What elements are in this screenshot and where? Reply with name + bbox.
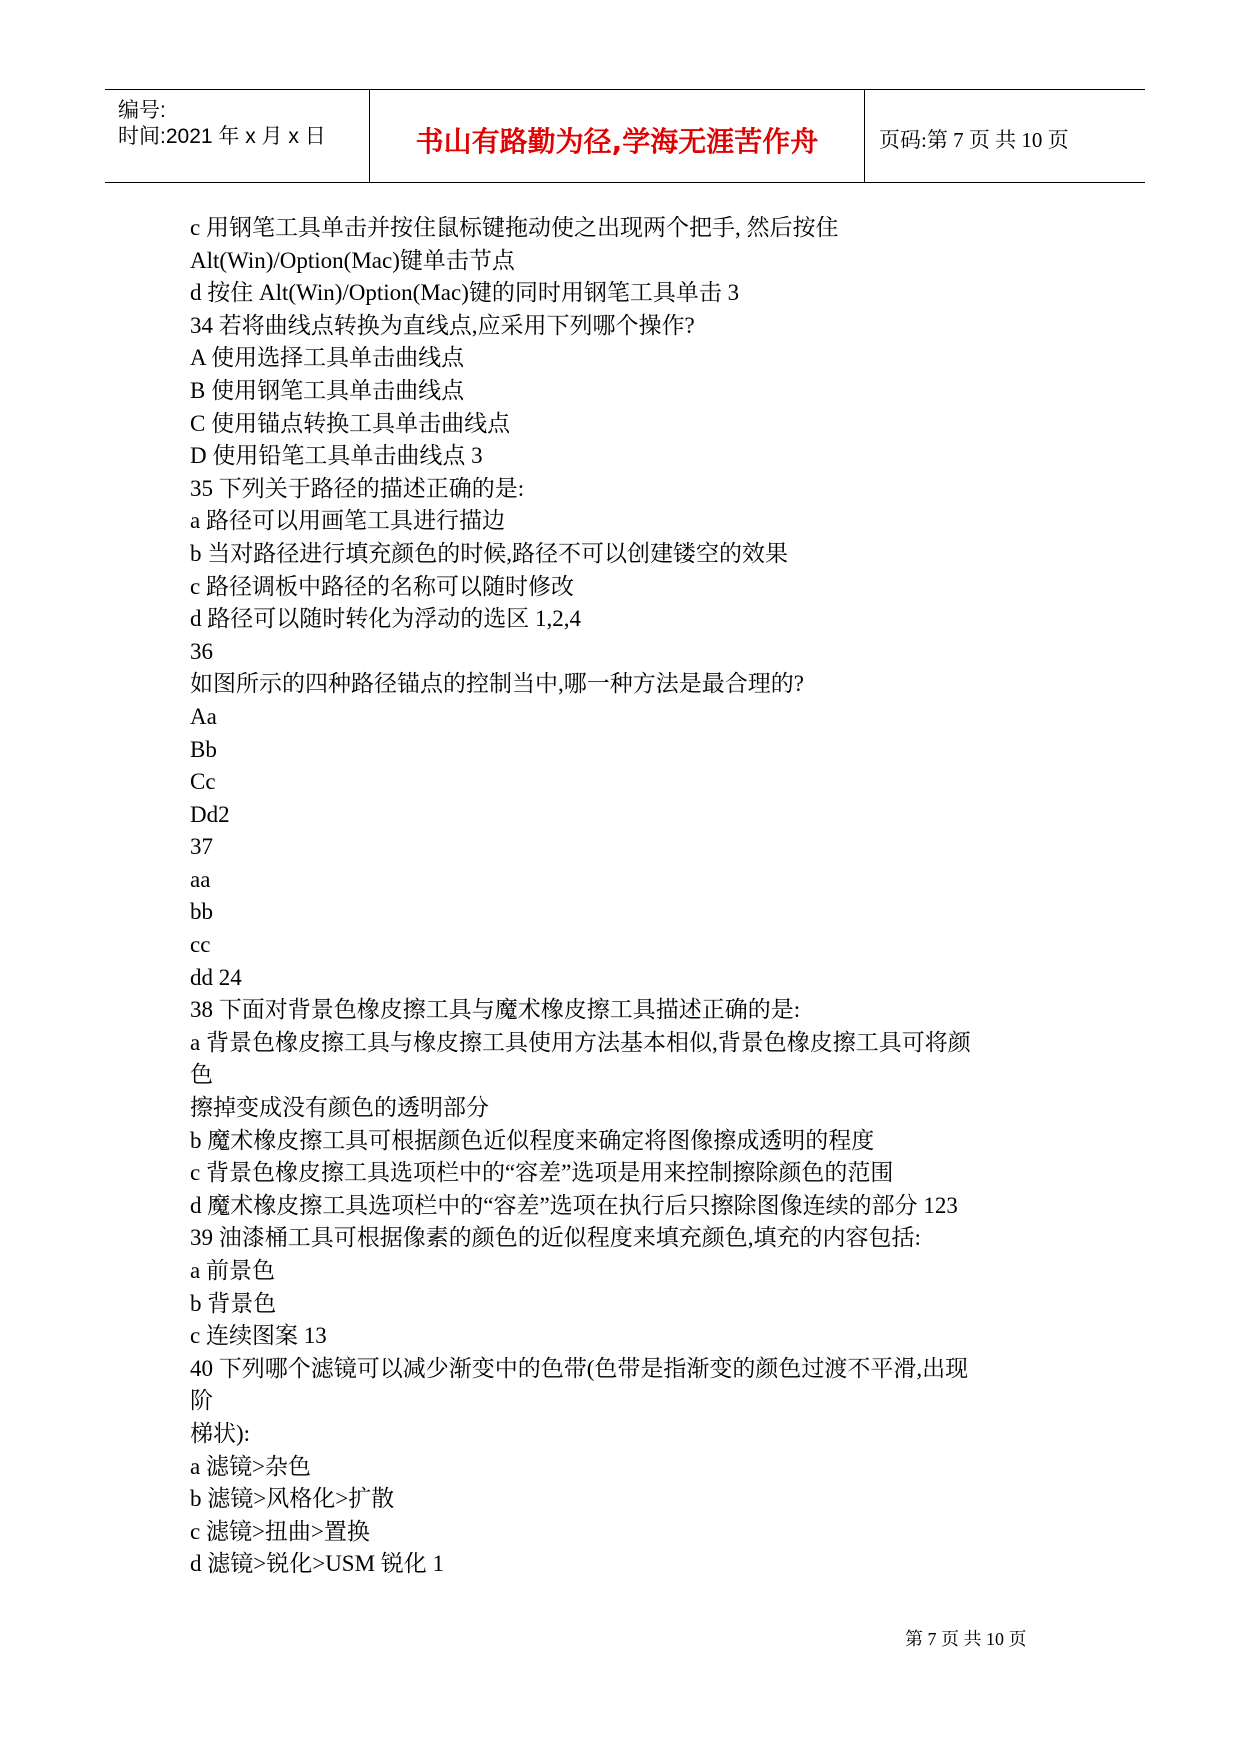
text-line: c 滤镜>扭曲>置换 bbox=[190, 1518, 370, 1544]
document-number-label: 编号: bbox=[118, 99, 166, 122]
text-line: b 当对路径进行填充颜色的时候,路径不可以创建镂空的效果 bbox=[190, 540, 788, 566]
text-line: 阶 bbox=[190, 1388, 213, 1414]
text-line: d 滤镜>锐化>USM 锐化 1 bbox=[190, 1551, 445, 1577]
text-line: Alt(Win)/Option(Mac)键单击节点 bbox=[190, 247, 515, 273]
text-line: dd 24 bbox=[190, 964, 242, 990]
text-line: a 背景色橡皮擦工具与橡皮擦工具使用方法基本相似,背景色橡皮擦工具可将颜 bbox=[190, 1029, 971, 1055]
page-header-table bbox=[105, 89, 1145, 183]
text-line: A 使用选择工具单击曲线点 bbox=[190, 345, 465, 371]
header-motto: 书山有路勤为径,学海无涯苦作舟 bbox=[415, 125, 819, 158]
text-line: 35 下列关于路径的描述正确的是: bbox=[190, 475, 525, 501]
text-line: 39 油漆桶工具可根据像素的颜色的近似程度来填充颜色,填充的内容包括: bbox=[190, 1225, 921, 1251]
text-line: 擦掉变成没有颜色的透明部分 bbox=[190, 1095, 489, 1121]
text-line: 梯状): bbox=[190, 1420, 251, 1446]
text-line: 色 bbox=[190, 1062, 213, 1088]
text-line: 38 下面对背景色橡皮擦工具与魔术橡皮擦工具描述正确的是: bbox=[190, 997, 801, 1023]
text-line: a 滤镜>杂色 bbox=[190, 1453, 311, 1479]
text-line: B 使用钢笔工具单击曲线点 bbox=[190, 377, 465, 403]
text-line: Dd2 bbox=[190, 801, 230, 827]
text-line: b 魔术橡皮擦工具可根据颜色近似程度来确定将图像擦成透明的程度 bbox=[190, 1127, 875, 1153]
header-info-cell bbox=[105, 90, 370, 182]
document-time-label: 时间:2021 年 x 月 x 日 bbox=[118, 125, 326, 148]
text-line: Aa bbox=[190, 703, 217, 729]
text-line: c 连续图案 13 bbox=[190, 1323, 327, 1349]
text-line: d 魔术橡皮擦工具选项栏中的“容差”选项在执行后只擦除图像连续的部分 123 bbox=[190, 1192, 958, 1218]
text-line: d 路径可以随时转化为浮动的选区 1,2,4 bbox=[190, 606, 581, 632]
text-line: d 按住 Alt(Win)/Option(Mac)键的同时用钢笔工具单击 3 bbox=[190, 280, 740, 306]
header-page-cell bbox=[865, 90, 1145, 182]
document-body bbox=[190, 212, 1090, 1581]
text-line: c 用钢笔工具单击并按住鼠标键拖动使之出现两个把手, 然后按住 bbox=[190, 215, 839, 240]
text-line: aa bbox=[190, 866, 211, 892]
text-line: Bb bbox=[190, 736, 217, 762]
text-line: 40 下列哪个滤镜可以减少渐变中的色带(色带是指渐变的颜色过渡不平滑,出现 bbox=[190, 1355, 969, 1381]
text-line: b 背景色 bbox=[190, 1290, 277, 1316]
text-line: 37 bbox=[190, 834, 213, 860]
text-line: 36 bbox=[190, 638, 213, 664]
text-line: b 滤镜>风格化>扩散 bbox=[190, 1486, 395, 1512]
text-line: cc bbox=[190, 932, 211, 958]
text-line: a 前景色 bbox=[190, 1258, 275, 1283]
text-line: c 路径调板中路径的名称可以随时修改 bbox=[190, 573, 574, 599]
text-line: a 路径可以用画笔工具进行描边 bbox=[190, 508, 505, 534]
text-line: C 使用锚点转换工具单击曲线点 bbox=[190, 410, 511, 436]
text-line: bb bbox=[190, 899, 213, 925]
header-motto-cell bbox=[370, 90, 865, 182]
text-line: c 背景色橡皮擦工具选项栏中的“容差”选项是用来控制擦除颜色的范围 bbox=[190, 1160, 894, 1186]
page-footer: 第 7 页 共 10 页 bbox=[905, 1629, 1027, 1649]
text-line: 34 若将曲线点转换为直线点,应采用下列哪个操作? bbox=[190, 312, 695, 338]
text-line: D 使用铅笔工具单击曲线点 3 bbox=[190, 443, 483, 469]
text-line: 如图所示的四种路径锚点的控制当中,哪一种方法是最合理的? bbox=[190, 671, 804, 697]
header-page-number: 页码:第 7 页 共 10 页 bbox=[879, 128, 1069, 152]
text-line: Cc bbox=[190, 769, 216, 795]
